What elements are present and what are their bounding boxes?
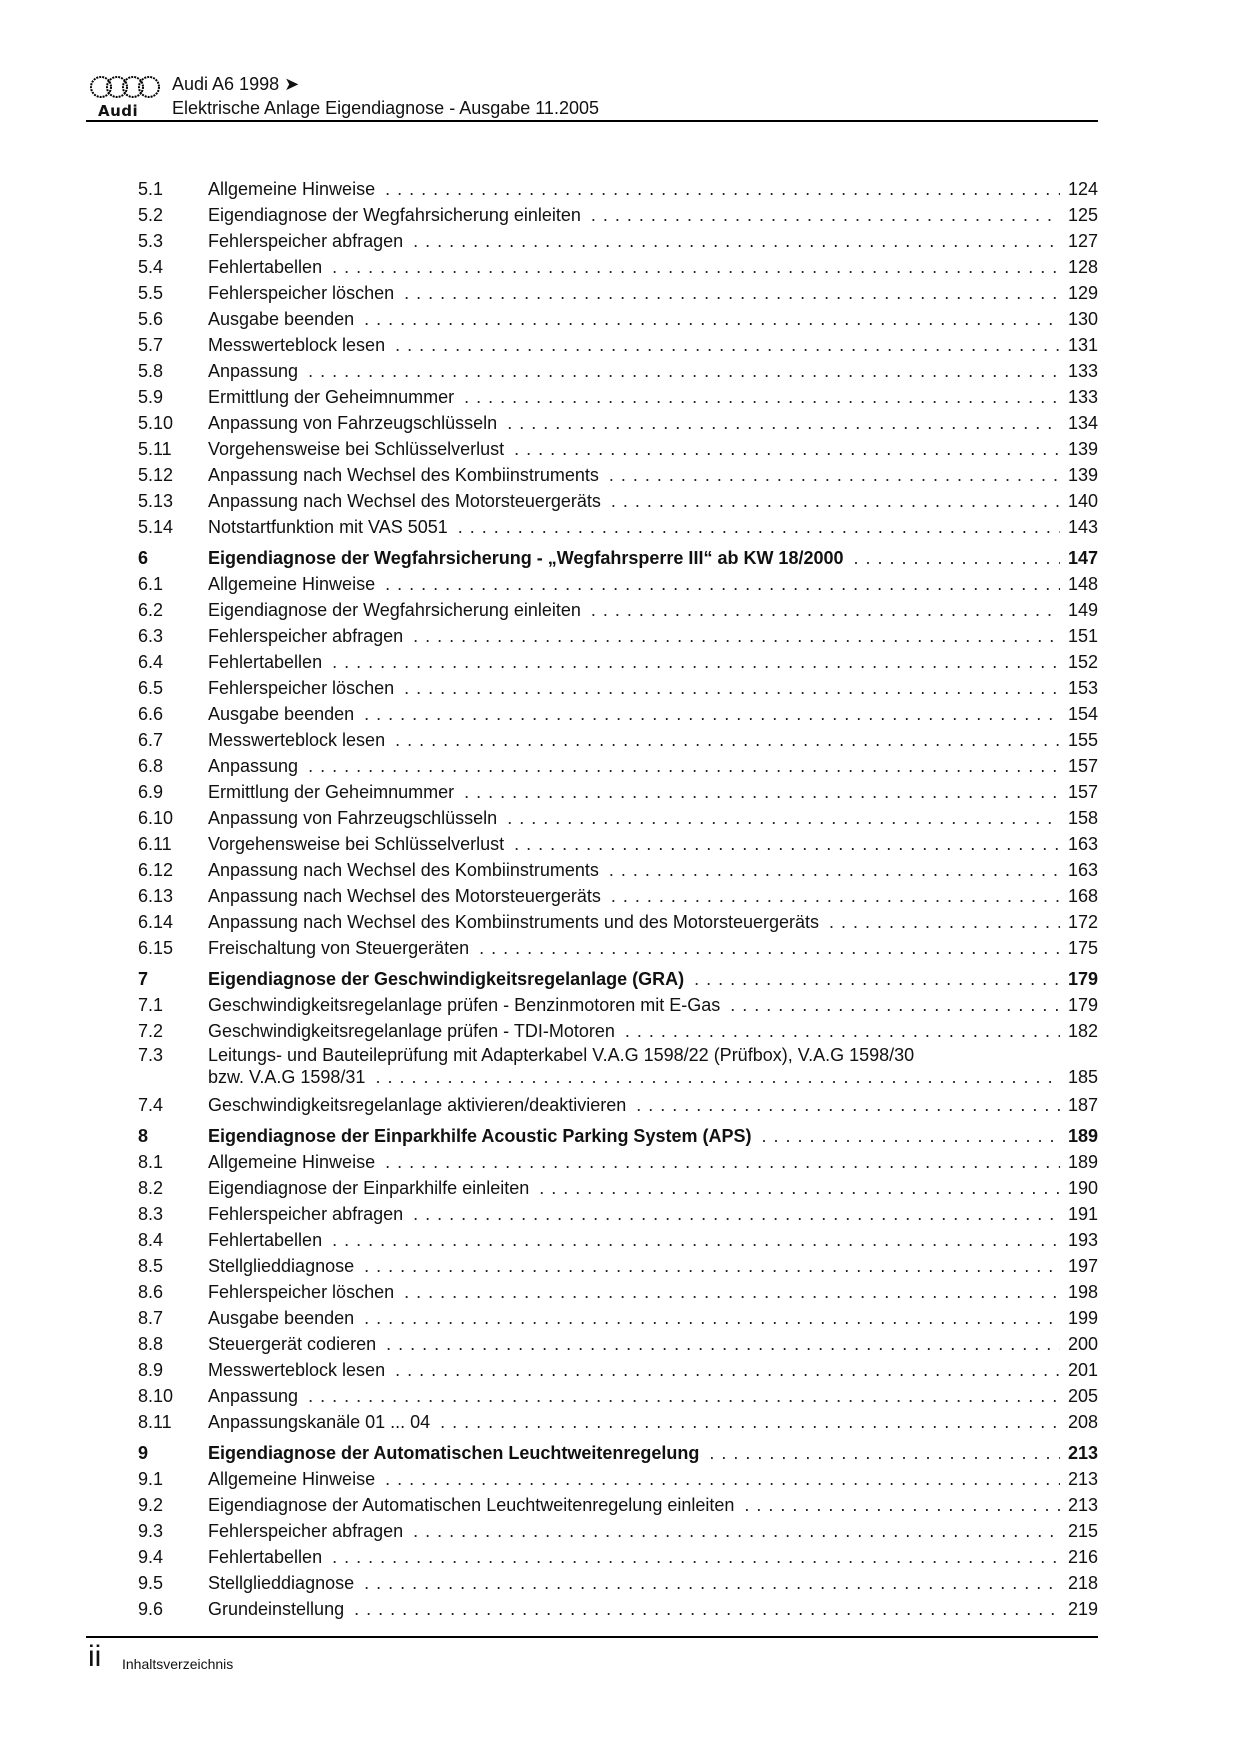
toc-entry[interactable] bbox=[138, 228, 1098, 254]
toc-entry-title: Anpassungskanäle 01 ... 04 bbox=[208, 1412, 431, 1432]
toc-entry-number: 6.15 bbox=[138, 938, 174, 958]
toc-entry-title: Notstartfunktion mit VAS 5051 bbox=[208, 517, 448, 537]
toc-entry-title: Eigendiagnose der Geschwindigkeitsregelanlage (GRA) bbox=[208, 969, 685, 989]
toc-entry-page: 157 bbox=[1067, 782, 1098, 802]
toc-entry-page: 189 bbox=[1067, 1126, 1098, 1146]
toc-entry-page: 182 bbox=[1067, 1021, 1098, 1041]
toc-entry[interactable] bbox=[138, 992, 1098, 1018]
toc-entry[interactable] bbox=[138, 358, 1098, 384]
toc-entry-number: 8.5 bbox=[138, 1256, 164, 1276]
footer-page-number: ii bbox=[88, 1640, 102, 1673]
dot-leader bbox=[385, 571, 1060, 597]
toc-entry-number: 5.1 bbox=[138, 179, 164, 199]
toc-entry-page: 208 bbox=[1067, 1412, 1098, 1432]
toc-entry-number: 9.5 bbox=[138, 1573, 164, 1593]
toc-entry-title: Ausgabe beenden bbox=[208, 704, 355, 724]
toc-entry-number: 5.8 bbox=[138, 361, 164, 381]
toc-entry[interactable] bbox=[138, 1253, 1098, 1279]
toc-entry-page: 201 bbox=[1067, 1360, 1098, 1380]
dot-leader bbox=[761, 1123, 1060, 1149]
dot-leader bbox=[709, 1440, 1060, 1466]
toc-entry-page: 149 bbox=[1067, 600, 1098, 620]
dot-leader bbox=[332, 1544, 1060, 1570]
page-header bbox=[88, 72, 1098, 122]
toc-entry-number: 7.1 bbox=[138, 995, 164, 1015]
dot-leader bbox=[507, 805, 1060, 831]
dot-leader bbox=[854, 545, 1060, 571]
toc-entry-page: 140 bbox=[1067, 491, 1098, 511]
dot-leader bbox=[730, 992, 1060, 1018]
toc-entry-title: Geschwindigkeitsregelanlage aktivieren/deaktivieren bbox=[208, 1095, 627, 1115]
toc-entry-number: 6.14 bbox=[138, 912, 174, 932]
toc-entry[interactable] bbox=[138, 332, 1098, 358]
toc-entry-page: 179 bbox=[1067, 995, 1098, 1015]
toc-entry[interactable] bbox=[138, 1518, 1098, 1544]
toc-entry-page: 213 bbox=[1067, 1443, 1098, 1463]
dot-leader bbox=[744, 1492, 1060, 1518]
toc-entry[interactable] bbox=[138, 384, 1098, 410]
toc-entry-page: 125 bbox=[1067, 205, 1098, 225]
toc-entry-number: 6.12 bbox=[138, 860, 174, 880]
dot-leader bbox=[404, 675, 1060, 701]
toc-entry-page: 139 bbox=[1067, 465, 1098, 485]
dot-leader bbox=[395, 727, 1060, 753]
toc-entry-title: Anpassung von Fahrzeugschlüsseln bbox=[208, 808, 498, 828]
toc-entry-number: 8.9 bbox=[138, 1360, 164, 1380]
toc-entry-number: 5.4 bbox=[138, 257, 164, 277]
toc-entry-number: 5.14 bbox=[138, 517, 174, 537]
toc-entry-title: Allgemeine Hinweise bbox=[208, 1469, 376, 1489]
toc-entry-title: Fehlertabellen bbox=[208, 652, 323, 672]
toc-entry[interactable] bbox=[138, 909, 1098, 935]
dot-leader bbox=[404, 280, 1060, 306]
toc-entry-page: 124 bbox=[1067, 179, 1098, 199]
toc-entry-number: 8.11 bbox=[138, 1412, 172, 1432]
toc-entry-page: 131 bbox=[1067, 335, 1098, 355]
toc-entry-page: 148 bbox=[1067, 574, 1098, 594]
toc-entry[interactable] bbox=[138, 1175, 1098, 1201]
toc-entry[interactable] bbox=[138, 1544, 1098, 1570]
toc-entry[interactable] bbox=[138, 1570, 1098, 1596]
toc-entry[interactable] bbox=[138, 1092, 1098, 1118]
toc-entry-number: 6.1 bbox=[138, 574, 164, 594]
toc-chapter-entry[interactable] bbox=[138, 545, 1098, 571]
toc-entry-page: 200 bbox=[1067, 1334, 1098, 1354]
toc-entry[interactable] bbox=[138, 1596, 1098, 1622]
toc-entry-page: 157 bbox=[1067, 756, 1098, 776]
toc-entry-number: 7.3 bbox=[138, 1045, 164, 1065]
toc-entry-title: Vorgehensweise bei Schlüsselverlust bbox=[208, 439, 505, 459]
toc-entry-title: Geschwindigkeitsregelanlage prüfen - TDI-Motoren bbox=[208, 1021, 615, 1041]
header-rule bbox=[86, 120, 1098, 122]
dot-leader bbox=[611, 883, 1060, 909]
dot-leader bbox=[539, 1175, 1060, 1201]
dot-leader bbox=[364, 1305, 1060, 1331]
toc-entry-title: Anpassung nach Wechsel des Motorsteuergeräts bbox=[208, 491, 601, 511]
toc-entry-number: 6.2 bbox=[138, 600, 164, 620]
toc-entry-page: 152 bbox=[1067, 652, 1098, 672]
toc-entry-number: 8 bbox=[138, 1126, 149, 1146]
toc-entry[interactable] bbox=[138, 1044, 1098, 1092]
toc-entry[interactable] bbox=[138, 935, 1098, 961]
toc-entry-page: 193 bbox=[1067, 1230, 1098, 1250]
toc-entry[interactable] bbox=[138, 176, 1098, 202]
toc-entry-title: Eigendiagnose der Automatischen Leuchtweitenregelung bbox=[208, 1443, 700, 1463]
toc-entry-number: 9 bbox=[138, 1443, 149, 1463]
dot-leader bbox=[354, 1596, 1060, 1622]
toc-entry[interactable] bbox=[138, 202, 1098, 228]
toc-entry-title: Eigendiagnose der Wegfahrsicherung - „Wegfahrsperre III“ ab KW 18/2000 bbox=[208, 548, 844, 568]
toc-entry-page: 128 bbox=[1067, 257, 1098, 277]
toc-entry-page: 198 bbox=[1067, 1282, 1098, 1302]
toc-entry[interactable] bbox=[138, 514, 1098, 540]
toc-entry[interactable] bbox=[138, 488, 1098, 514]
toc-entry-title: Geschwindigkeitsregelanlage prüfen - Benzinmotoren mit E-Gas bbox=[208, 995, 721, 1015]
dot-leader bbox=[308, 1383, 1060, 1409]
document-title: Audi A6 1998 ➤ bbox=[172, 74, 300, 94]
toc-entry-number: 6.8 bbox=[138, 756, 164, 776]
toc-entry[interactable] bbox=[138, 1279, 1098, 1305]
toc-entry[interactable] bbox=[138, 306, 1098, 332]
toc-entry-title: Allgemeine Hinweise bbox=[208, 179, 376, 199]
toc-entry-page: 175 bbox=[1067, 938, 1098, 958]
toc-entry[interactable] bbox=[138, 571, 1098, 597]
toc-entry-title: Eigendiagnose der Einparkhilfe Acoustic Parking System (APS) bbox=[208, 1126, 752, 1146]
toc-entry-number: 5.11 bbox=[138, 439, 172, 459]
dot-leader bbox=[514, 831, 1060, 857]
toc-entry-number: 7.2 bbox=[138, 1021, 164, 1041]
toc-entry-number: 6 bbox=[138, 548, 149, 568]
toc-entry-number: 6.10 bbox=[138, 808, 174, 828]
toc-entry[interactable] bbox=[138, 410, 1098, 436]
toc-entry-title: Fehlerspeicher abfragen bbox=[208, 231, 404, 251]
toc-entry[interactable] bbox=[138, 623, 1098, 649]
toc-entry-title: Allgemeine Hinweise bbox=[208, 1152, 376, 1172]
toc-entry-title: Anpassung nach Wechsel des Kombiinstruments und des Motorsteuergeräts bbox=[208, 912, 819, 932]
dot-leader bbox=[385, 176, 1060, 202]
toc-entry-title: Eigendiagnose der Wegfahrsicherung einleiten bbox=[208, 205, 581, 225]
toc-entry-number: 5.5 bbox=[138, 283, 164, 303]
toc-entry-page: 191 bbox=[1067, 1204, 1098, 1224]
toc-entry-number: 6.4 bbox=[138, 652, 164, 672]
toc-entry-page: 168 bbox=[1067, 886, 1098, 906]
footer-section-label: Inhaltsverzeichnis bbox=[122, 1656, 234, 1672]
toc-entry-title: Anpassung bbox=[208, 756, 299, 776]
toc-entry-number: 6.3 bbox=[138, 626, 164, 646]
toc-entry[interactable] bbox=[138, 1149, 1098, 1175]
toc-entry-title: Steuergerät codieren bbox=[208, 1334, 377, 1354]
toc-entry-page: 213 bbox=[1067, 1495, 1098, 1515]
toc-entry-title: Fehlertabellen bbox=[208, 1547, 323, 1567]
dot-leader bbox=[404, 1279, 1060, 1305]
toc-entry[interactable] bbox=[138, 254, 1098, 280]
toc-entry-number: 5.6 bbox=[138, 309, 164, 329]
toc-entry-number: 7 bbox=[138, 969, 149, 989]
dot-leader bbox=[514, 436, 1060, 462]
toc-entry-title: Ausgabe beenden bbox=[208, 1308, 355, 1328]
toc-entry-page: 199 bbox=[1067, 1308, 1098, 1328]
toc-entry-page: 189 bbox=[1067, 1152, 1098, 1172]
toc-entry-title: Freischaltung von Steuergeräten bbox=[208, 938, 470, 958]
dot-leader bbox=[332, 1227, 1060, 1253]
toc-entry[interactable] bbox=[138, 1227, 1098, 1253]
toc-entry-number: 6.5 bbox=[138, 678, 164, 698]
dot-leader bbox=[440, 1409, 1060, 1435]
toc-entry-title: Fehlerspeicher löschen bbox=[208, 283, 395, 303]
toc-entry[interactable] bbox=[138, 1201, 1098, 1227]
toc-entry-title: Stellglieddiagnose bbox=[208, 1256, 355, 1276]
toc-entry-page: 213 bbox=[1067, 1469, 1098, 1489]
toc-entry[interactable] bbox=[138, 883, 1098, 909]
toc-entry-page: 190 bbox=[1067, 1178, 1098, 1198]
toc-entry-page: 127 bbox=[1067, 231, 1098, 251]
toc-entry-title: Messwerteblock lesen bbox=[208, 1360, 386, 1380]
toc-entry-number: 5.13 bbox=[138, 491, 174, 511]
toc-entry[interactable] bbox=[138, 280, 1098, 306]
toc-entry-title: Fehlertabellen bbox=[208, 257, 323, 277]
toc-entry[interactable] bbox=[138, 462, 1098, 488]
toc-entry-title: Anpassung bbox=[208, 1386, 299, 1406]
toc-entry-number: 9.6 bbox=[138, 1599, 164, 1619]
toc-entry-title: Fehlerspeicher abfragen bbox=[208, 1204, 404, 1224]
toc-entry[interactable] bbox=[138, 727, 1098, 753]
toc-entry-title: Messwerteblock lesen bbox=[208, 730, 386, 750]
toc-entry[interactable] bbox=[138, 1466, 1098, 1492]
dot-leader bbox=[332, 254, 1060, 280]
dot-leader bbox=[694, 966, 1060, 992]
dot-leader bbox=[591, 202, 1060, 228]
toc-entry-page: 218 bbox=[1067, 1573, 1098, 1593]
toc-entry-number: 5.7 bbox=[138, 335, 164, 355]
dot-leader bbox=[609, 462, 1060, 488]
toc-entry-title: Vorgehensweise bei Schlüsselverlust bbox=[208, 834, 505, 854]
dot-leader bbox=[385, 1466, 1060, 1492]
dot-leader bbox=[395, 332, 1060, 358]
toc-entry-number: 9.1 bbox=[138, 1469, 164, 1489]
audi-logo bbox=[88, 72, 160, 120]
toc-entry-number: 5.9 bbox=[138, 387, 164, 407]
toc-chapter-entry[interactable] bbox=[138, 1440, 1098, 1466]
dot-leader bbox=[364, 1570, 1060, 1596]
toc-entry[interactable] bbox=[138, 1492, 1098, 1518]
audi-wordmark: Audi bbox=[98, 102, 139, 120]
toc-entry[interactable] bbox=[138, 1383, 1098, 1409]
dot-leader bbox=[364, 1253, 1060, 1279]
toc-entry-page: 219 bbox=[1067, 1599, 1098, 1619]
toc-entry-number: 6.7 bbox=[138, 730, 164, 750]
toc-entry[interactable] bbox=[138, 1331, 1098, 1357]
toc-entry-page: 134 bbox=[1067, 413, 1098, 433]
dot-leader bbox=[625, 1018, 1060, 1044]
dot-leader bbox=[413, 228, 1060, 254]
toc-entry-title: Stellglieddiagnose bbox=[208, 1573, 355, 1593]
dot-leader bbox=[829, 909, 1060, 935]
toc-entry-title-continued: bzw. V.A.G 1598/31 bbox=[208, 1067, 366, 1087]
dot-leader bbox=[364, 306, 1060, 332]
toc-entry[interactable] bbox=[138, 831, 1098, 857]
toc-chapter-entry[interactable] bbox=[138, 1123, 1098, 1149]
toc-entry[interactable] bbox=[138, 1357, 1098, 1383]
toc-entry[interactable] bbox=[138, 1018, 1098, 1044]
dot-leader bbox=[375, 1066, 1060, 1088]
toc-entry-page: 215 bbox=[1067, 1521, 1098, 1541]
toc-entry-title: Grundeinstellung bbox=[208, 1599, 345, 1619]
toc-entry-number: 8.10 bbox=[138, 1386, 174, 1406]
toc-entry-page: 151 bbox=[1067, 626, 1098, 646]
dot-leader bbox=[609, 857, 1060, 883]
dot-leader bbox=[413, 623, 1060, 649]
dot-leader bbox=[308, 753, 1060, 779]
toc-entry-title: Messwerteblock lesen bbox=[208, 335, 386, 355]
toc-entry-page: 216 bbox=[1067, 1547, 1098, 1567]
toc-entry-number: 5.10 bbox=[138, 413, 174, 433]
toc-entry[interactable] bbox=[138, 597, 1098, 623]
dot-leader bbox=[385, 1149, 1060, 1175]
toc-entry-number: 9.4 bbox=[138, 1547, 164, 1567]
dot-leader bbox=[395, 1357, 1060, 1383]
toc-entry[interactable] bbox=[138, 779, 1098, 805]
dot-leader bbox=[308, 358, 1060, 384]
toc-entry-title: Fehlertabellen bbox=[208, 1230, 323, 1250]
dot-leader bbox=[479, 935, 1060, 961]
dot-leader bbox=[386, 1331, 1060, 1357]
toc-entry-title: Ausgabe beenden bbox=[208, 309, 355, 329]
toc-entry-page: 205 bbox=[1067, 1386, 1098, 1406]
toc-entry-page: 143 bbox=[1067, 517, 1098, 537]
footer-rule bbox=[86, 1636, 1098, 1638]
document-subtitle: Elektrische Anlage Eigendiagnose - Ausgabe 11.2005 bbox=[172, 98, 599, 118]
toc-entry[interactable] bbox=[138, 753, 1098, 779]
toc-entry-number: 8.3 bbox=[138, 1204, 164, 1224]
dot-leader bbox=[464, 779, 1060, 805]
toc-entry-number: 8.6 bbox=[138, 1282, 164, 1302]
toc-entry-title: Fehlerspeicher abfragen bbox=[208, 1521, 404, 1541]
toc-entry-title: Anpassung nach Wechsel des Kombiinstruments bbox=[208, 860, 599, 880]
toc-entry-title: Anpassung bbox=[208, 361, 299, 381]
toc-entry-title: Eigendiagnose der Automatischen Leuchtweitenregelung einleiten bbox=[208, 1495, 735, 1515]
audi-rings-icon bbox=[90, 74, 160, 100]
dot-leader bbox=[413, 1201, 1060, 1227]
toc-entry-title: Allgemeine Hinweise bbox=[208, 574, 376, 594]
toc-entry-title: Ermittlung der Geheimnummer bbox=[208, 782, 455, 802]
toc-entry-page: 147 bbox=[1067, 548, 1098, 568]
toc-entry[interactable] bbox=[138, 1409, 1098, 1435]
toc-entry-title: Anpassung von Fahrzeugschlüsseln bbox=[208, 413, 498, 433]
toc-entry-title: Fehlerspeicher löschen bbox=[208, 1282, 395, 1302]
toc-entry-page: 158 bbox=[1067, 808, 1098, 828]
toc-entry-page: 179 bbox=[1067, 969, 1098, 989]
toc-entry-page: 163 bbox=[1067, 860, 1098, 880]
toc-entry-page: 130 bbox=[1067, 309, 1098, 329]
toc-entry-page: 172 bbox=[1067, 912, 1098, 932]
toc-entry-title: Anpassung nach Wechsel des Kombiinstruments bbox=[208, 465, 599, 485]
toc-entry-number: 7.4 bbox=[138, 1095, 164, 1115]
toc-entry-title: Leitungs- und Bauteileprüfung mit Adapterkabel V.A.G 1598/22 (Prüfbox), V.A.G 1598/30 bbox=[208, 1045, 915, 1065]
dot-leader bbox=[332, 649, 1060, 675]
toc-entry-page: 153 bbox=[1067, 678, 1098, 698]
toc-entry-number: 5.3 bbox=[138, 231, 164, 251]
dot-leader bbox=[413, 1518, 1060, 1544]
toc-entry-number: 8.2 bbox=[138, 1178, 164, 1198]
toc-entry[interactable] bbox=[138, 857, 1098, 883]
toc-chapter-entry[interactable] bbox=[138, 966, 1098, 992]
dot-leader bbox=[507, 410, 1060, 436]
dot-leader bbox=[611, 488, 1060, 514]
dot-leader bbox=[464, 384, 1060, 410]
toc-entry-page: 129 bbox=[1067, 283, 1098, 303]
toc-entry[interactable] bbox=[138, 436, 1098, 462]
toc-entry[interactable] bbox=[138, 701, 1098, 727]
toc-entry[interactable] bbox=[138, 649, 1098, 675]
toc-entry-title: Eigendiagnose der Einparkhilfe einleiten bbox=[208, 1178, 530, 1198]
toc-entry-number: 8.1 bbox=[138, 1152, 164, 1172]
toc-entry-number: 6.13 bbox=[138, 886, 174, 906]
toc-entry-title: Fehlerspeicher abfragen bbox=[208, 626, 404, 646]
toc-entry-number: 6.11 bbox=[138, 834, 172, 854]
toc-entry-number: 5.2 bbox=[138, 205, 164, 225]
toc-entry-number: 9.3 bbox=[138, 1521, 164, 1541]
toc-entry[interactable] bbox=[138, 675, 1098, 701]
toc-entry-number: 8.4 bbox=[138, 1230, 164, 1250]
toc-entry-number: 6.9 bbox=[138, 782, 164, 802]
toc-entry-page: 185 bbox=[1067, 1067, 1098, 1087]
toc-entry-page: 133 bbox=[1067, 387, 1098, 407]
toc-entry-number: 9.2 bbox=[138, 1495, 164, 1515]
toc-entry-page: 187 bbox=[1067, 1095, 1098, 1115]
toc-entry-page: 154 bbox=[1067, 704, 1098, 724]
dot-leader bbox=[364, 701, 1060, 727]
toc-entry-number: 5.12 bbox=[138, 465, 174, 485]
toc-entry-page: 197 bbox=[1067, 1256, 1098, 1276]
toc-entry-page: 155 bbox=[1067, 730, 1098, 750]
toc-entry[interactable] bbox=[138, 1305, 1098, 1331]
toc-entry-page: 163 bbox=[1067, 834, 1098, 854]
dot-leader bbox=[636, 1092, 1060, 1118]
toc-entry-number: 8.8 bbox=[138, 1334, 164, 1354]
toc-entry-title: Ermittlung der Geheimnummer bbox=[208, 387, 455, 407]
toc-entry-page: 133 bbox=[1067, 361, 1098, 381]
toc-entry[interactable] bbox=[138, 805, 1098, 831]
toc-entry-page: 139 bbox=[1067, 439, 1098, 459]
dot-leader bbox=[458, 514, 1060, 540]
toc-entry-number: 6.6 bbox=[138, 704, 164, 724]
toc-entry-number: 8.7 bbox=[138, 1308, 164, 1328]
toc-entry-title: Fehlerspeicher löschen bbox=[208, 678, 395, 698]
toc-entry-title: Eigendiagnose der Wegfahrsicherung einleiten bbox=[208, 600, 581, 620]
table-of-contents bbox=[138, 176, 1098, 1622]
toc-entry-title: Anpassung nach Wechsel des Motorsteuergeräts bbox=[208, 886, 601, 906]
dot-leader bbox=[591, 597, 1060, 623]
